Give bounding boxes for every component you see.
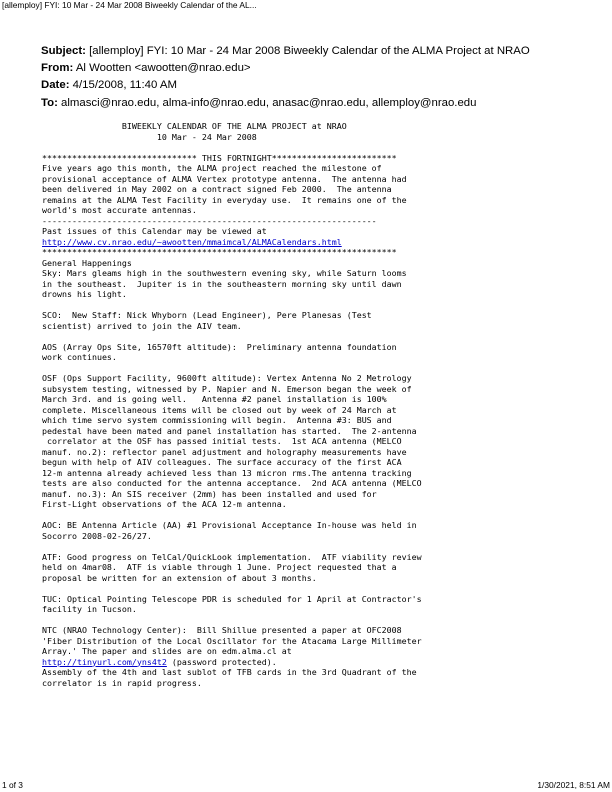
- ntc-link-note: (password protected).: [166, 656, 277, 667]
- past-issues-text: Past issues of this Calendar may be viewed at: [42, 226, 267, 236]
- spacer: [42, 510, 422, 521]
- calendars-link[interactable]: http://www.cv.nrao.edu/~awootten/mmaimcal/ALMACalendars.html: [42, 236, 342, 247]
- spacer: [42, 541, 422, 552]
- general-happenings: General Happenings Sky: Mars gleams high in the southwestern evening sky, while Saturn looms in the southeast. Jupiter is in the southeastern morning sky until dawn drowns his light.: [42, 257, 407, 299]
- calendar-title: BIWEEKLY CALENDAR OF THE ALMA PROJECT at NRAO 10 Mar - 24 Mar 2008: [121, 121, 347, 142]
- email-body: [42, 121, 422, 688]
- page-number: 1 of 3: [2, 780, 23, 790]
- ntc-section: NTC (NRAO Technology Center): Bill Shillue presented a paper at OFC2008 'Fiber Distribution of the Local Oscillator for the Atacama Large Millimeter Array.' The paper and slides are on edm.alma.cl at: [42, 625, 422, 656]
- fortnight-text: Five years ago this month, the ALMA project reached the milestone of provisional acceptance of ALMA Vertex prototype antenna. The antenna had been delivered in May 2002 on a contract signed Feb 2000. The antenna remains at the ALMA Test Facility in everyday use. It remains one of the world's most accurate antennas.: [42, 163, 407, 215]
- aos-section: AOS (Array Ops Site, 16570ft altitude): Preliminary antenna foundation work continues.: [42, 341, 397, 362]
- to-value: almasci@nrao.edu, alma-info@nrao.edu, anasac@nrao.edu, allemploy@nrao.edu: [61, 96, 477, 109]
- fortnight-rule: ******************************* THIS FORTNIGHT*************************: [42, 152, 397, 163]
- ntc-slides-link[interactable]: http://tinyurl.com/yns4t2: [42, 656, 167, 667]
- ntc-link-line: [42, 657, 422, 668]
- spacer: [42, 583, 422, 594]
- date-label: Date:: [41, 79, 70, 92]
- from-value: Al Wootten <awootten@nrao.edu>: [75, 62, 251, 75]
- spacer: [42, 363, 422, 374]
- aoc-section: AOC: BE Antenna Article (AA) #1 Provisional Acceptance In-house was held in Socorro 2008-02-26/27.: [42, 520, 417, 541]
- sco-section: SCO: New Staff: Nick Whyborn (Lead Engineer), Pere Planesas (Test scientist) arrived to join the AIV team.: [42, 310, 372, 331]
- from-label: From:: [41, 62, 74, 75]
- print-header: [allemploy] FYI: 10 Mar - 24 Mar 2008 Biweekly Calendar of the AL...: [2, 0, 257, 10]
- spacer: [42, 331, 422, 342]
- atf-section: ATF: Good progress on TelCal/QuickLook implementation. ATF viability review held on 4mar08. ATF is viable through 1 June. Project requested that a proposal be written for an extension of about 3 months.: [42, 551, 422, 583]
- subject-label: Subject:: [41, 45, 86, 57]
- to-row: [41, 95, 530, 112]
- subject-row: [41, 43, 530, 60]
- date-value: 4/15/2008, 11:40 AM: [72, 79, 177, 92]
- print-timestamp: 1/30/2021, 8:51 AM: [537, 780, 610, 790]
- spacer: [42, 615, 422, 626]
- dash-rule: -------------------------------------------------------------------: [42, 215, 377, 226]
- ntc-assembly: Assembly of the 4th and last sublot of TFB cards in the 3rd Quadrant of the correlator is in rapid progress.: [42, 667, 417, 688]
- spacer: [42, 142, 422, 153]
- osf-section: OSF (Ops Support Facility, 9600ft altitude): Vertex Antenna No 2 Metrology subsystem testing, witnessed by P. Napier and N. Emerson began the week of March 3rd. and is going well. Antenna #2 panel installation is 100% complete. Miscellaneous items will be closed out by week of 24 March at which time servo system commissioning will begin. Antenna #3: BUS and pedestal have been mated and panel installation has started. The 2-antenna correlator at the OSF has passed initial tests. 1st ACA antenna (MELCO manuf. no.2): reflector panel adjustment and holography measurements have begun with help of AIV colleagues. The surface accuracy of the first ACA 12-m antenna already achieved less than 13 micron rms.The antenna tracking tests are also conducted for the antenna acceptance. 2nd ACA antenna (MELCO manuf. no.3): An SIS receiver (2mm) has been installed and used for First-Light observations of the ACA 12-m antenna.: [42, 373, 422, 509]
- from-row: [41, 60, 530, 77]
- spacer: [42, 300, 422, 311]
- star-rule: ***********************************************************************: [42, 247, 397, 257]
- subject-value: [allemploy] FYI: 10 Mar - 24 Mar 2008 Biweekly Calendar of the ALMA Project at NRAO: [89, 45, 530, 57]
- tuc-section: TUC: Optical Pointing Telescope PDR is scheduled for 1 April at Contractor's facility in Tucson.: [42, 593, 422, 614]
- to-label: To:: [41, 96, 58, 109]
- date-row: [41, 77, 530, 94]
- email-headers: [41, 43, 530, 112]
